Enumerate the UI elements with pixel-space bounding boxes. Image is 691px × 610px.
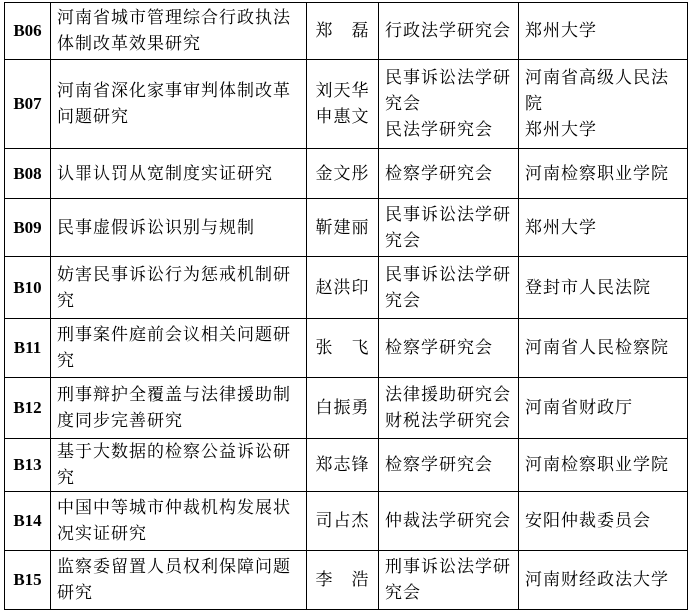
project-code: B10 bbox=[5, 257, 51, 319]
table-row bbox=[5, 319, 688, 378]
affiliation: 河南省高级人民法院 郑州大学 bbox=[519, 60, 688, 149]
table-row bbox=[5, 492, 688, 551]
project-leader: 司占杰 bbox=[307, 492, 379, 551]
table-row bbox=[5, 257, 688, 319]
project-title: 刑事辩护全覆盖与法律援助制度同步完善研究 bbox=[51, 378, 307, 439]
research-society: 行政法学研究会 bbox=[379, 3, 519, 60]
project-title: 河南省城市管理综合行政执法体制改革效果研究 bbox=[51, 3, 307, 60]
table-row bbox=[5, 60, 688, 149]
affiliation: 河南省人民检察院 bbox=[519, 319, 688, 378]
affiliation: 河南省财政厅 bbox=[519, 378, 688, 439]
affiliation: 郑州大学 bbox=[519, 199, 688, 257]
project-title: 监察委留置人员权利保障问题研究 bbox=[51, 551, 307, 610]
affiliation: 河南检察职业学院 bbox=[519, 149, 688, 199]
table-row bbox=[5, 199, 688, 257]
project-code: B07 bbox=[5, 60, 51, 149]
project-title: 河南省深化家事审判体制改革问题研究 bbox=[51, 60, 307, 149]
research-society: 检察学研究会 bbox=[379, 149, 519, 199]
research-society: 刑事诉讼法学研究会 bbox=[379, 551, 519, 610]
research-society: 检察学研究会 bbox=[379, 439, 519, 492]
research-society: 民事诉讼法学研究会 bbox=[379, 199, 519, 257]
project-leader: 金文彤 bbox=[307, 149, 379, 199]
table-row bbox=[5, 439, 688, 492]
project-title: 刑事案件庭前会议相关问题研究 bbox=[51, 319, 307, 378]
research-society: 民事诉讼法学研究会 bbox=[379, 257, 519, 319]
project-leader: 张 飞 bbox=[307, 319, 379, 378]
project-title: 民事虚假诉讼识别与规制 bbox=[51, 199, 307, 257]
project-title: 认罪认罚从宽制度实证研究 bbox=[51, 149, 307, 199]
affiliation: 安阳仲裁委员会 bbox=[519, 492, 688, 551]
project-leader: 靳建丽 bbox=[307, 199, 379, 257]
table-row bbox=[5, 378, 688, 439]
table-row bbox=[5, 149, 688, 199]
project-code: B11 bbox=[5, 319, 51, 378]
affiliation: 河南财经政法大学 bbox=[519, 551, 688, 610]
project-code: B13 bbox=[5, 439, 51, 492]
project-code: B06 bbox=[5, 3, 51, 60]
project-code: B12 bbox=[5, 378, 51, 439]
affiliation: 郑州大学 bbox=[519, 3, 688, 60]
research-society: 法律援助研究会 财税法学研究会 bbox=[379, 378, 519, 439]
project-leader: 刘天华 申惠文 bbox=[307, 60, 379, 149]
project-leader: 李 浩 bbox=[307, 551, 379, 610]
project-title: 妨害民事诉讼行为惩戒机制研究 bbox=[51, 257, 307, 319]
research-society: 民事诉讼法学研究会 民法学研究会 bbox=[379, 60, 519, 149]
table-row bbox=[5, 551, 688, 610]
project-title: 中国中等城市仲裁机构发展状况实证研究 bbox=[51, 492, 307, 551]
project-table bbox=[4, 2, 688, 610]
project-leader: 白振勇 bbox=[307, 378, 379, 439]
project-code: B15 bbox=[5, 551, 51, 610]
research-society: 仲裁法学研究会 bbox=[379, 492, 519, 551]
table-row bbox=[5, 3, 688, 60]
project-leader: 赵洪印 bbox=[307, 257, 379, 319]
affiliation: 河南检察职业学院 bbox=[519, 439, 688, 492]
project-code: B08 bbox=[5, 149, 51, 199]
project-code: B14 bbox=[5, 492, 51, 551]
project-leader: 郑 磊 bbox=[307, 3, 379, 60]
research-society: 检察学研究会 bbox=[379, 319, 519, 378]
project-title: 基于大数据的检察公益诉讼研究 bbox=[51, 439, 307, 492]
project-leader: 郑志锋 bbox=[307, 439, 379, 492]
affiliation: 登封市人民法院 bbox=[519, 257, 688, 319]
project-code: B09 bbox=[5, 199, 51, 257]
